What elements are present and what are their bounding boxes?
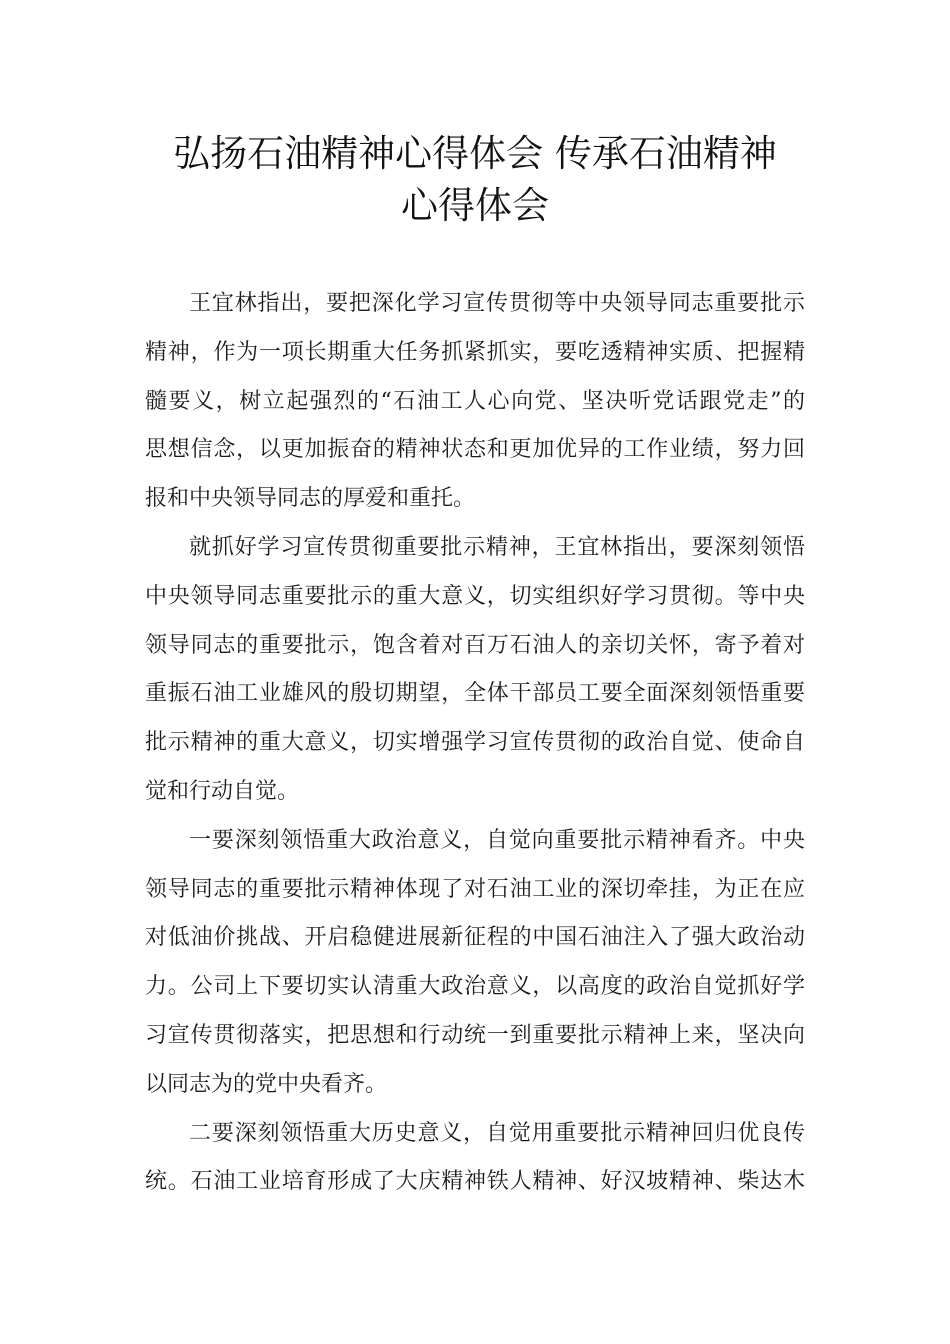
paragraph-line: 精神，作为一项长期重大任务抓紧抓实，要吃透精神实质、把握精 bbox=[145, 339, 805, 365]
paragraph-2 bbox=[145, 524, 805, 817]
paragraph-line: 习宣传贯彻落实，把思想和行动统一到重要批示精神上来，坚决向 bbox=[145, 1022, 805, 1048]
paragraph-line: 二要深刻领悟重大历史意义，自觉用重要批示精神回归优良传 bbox=[189, 1120, 805, 1146]
paragraph-line: 报和中央领导同志的厚爱和重托。 bbox=[145, 486, 476, 512]
paragraph-line: 领导同志的重要批示精神体现了对石油工业的深切牵挂，为正在应 bbox=[145, 876, 805, 902]
document-title-line-1: 弘扬石油精神心得体会 传承石油精神 bbox=[173, 132, 777, 175]
paragraph-1 bbox=[145, 280, 805, 524]
paragraph-3 bbox=[145, 817, 805, 1110]
paragraph-line: 批示精神的重大意义，切实增强学习宣传贯彻的政治自觉、使命自 bbox=[145, 730, 805, 756]
document-title-line-2: 心得体会 bbox=[401, 184, 549, 227]
document-body bbox=[145, 280, 805, 1207]
paragraph-line: 对低油价挑战、开启稳健进展新征程的中国石油注入了强大政治动 bbox=[145, 925, 805, 951]
paragraph-4 bbox=[145, 1110, 805, 1208]
paragraph-line: 领导同志的重要批示，饱含着对百万石油人的亲切关怀，寄予着对 bbox=[145, 632, 805, 658]
paragraph-line: 中央领导同志重要批示的重大意义，切实组织好学习贯彻。等中央 bbox=[145, 583, 805, 609]
paragraph-line: 思想信念，以更加振奋的精神状态和更加优异的工作业绩，努力回 bbox=[145, 437, 805, 463]
paragraph-line: 就抓好学习宣传贯彻重要批示精神，王宜林指出，要深刻领悟 bbox=[189, 534, 805, 560]
paragraph-line: 统。石油工业培育形成了大庆精神铁人精神、好汉坡精神、柴达木 bbox=[145, 1169, 805, 1195]
paragraph-line: 以同志为的党中央看齐。 bbox=[145, 1071, 388, 1097]
paragraph-line: 力。公司上下要切实认清重大政治意义，以高度的政治自觉抓好学 bbox=[145, 974, 805, 1000]
paragraph-line: 一要深刻领悟重大政治意义，自觉向重要批示精神看齐。中央 bbox=[189, 827, 805, 853]
paragraph-line: 觉和行动自觉。 bbox=[145, 778, 300, 804]
paragraph-line: 王宜林指出，要把深化学习宣传贯彻等中央领导同志重要批示 bbox=[189, 291, 805, 316]
paragraph-line: 髓要义，树立起强烈的“石油工人心向党、坚决听党话跟党走”的 bbox=[145, 388, 805, 414]
paragraph-line: 重振石油工业雄风的殷切期望，全体干部员工要全面深刻领悟重要 bbox=[145, 681, 805, 707]
